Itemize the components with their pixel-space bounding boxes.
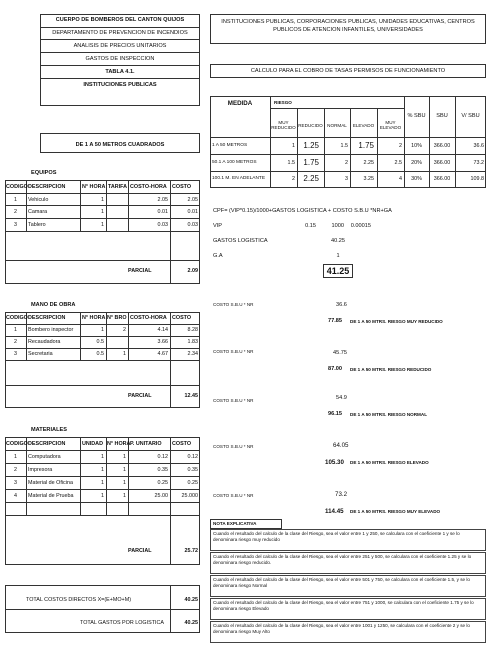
mo-h-nhora: N° HORA bbox=[82, 315, 106, 321]
ga-label: G.A bbox=[213, 253, 223, 259]
gastos-logistica-value: 40.25 bbox=[331, 238, 345, 244]
institution-type: INSTITUCIONES PUBLICAS bbox=[83, 82, 157, 88]
mo-h-codigo: CODIGO bbox=[6, 315, 28, 321]
sbu-header: SBU bbox=[436, 113, 448, 119]
mano-de-obra-title: MANO DE OBRA bbox=[31, 302, 76, 308]
equipos-h-costo: COSTO bbox=[172, 184, 192, 190]
note-2: Cuando el resultado del calculo de la clase del Riesgo, sea el valor entre 251 y 500, se calculara con el coeficiente 1.25 y se lo denominara riesgo reducido. bbox=[210, 552, 486, 574]
vsbu-header: V/ SBU bbox=[461, 113, 480, 119]
mat-h-codigo: CODIGO bbox=[6, 441, 28, 447]
equipos-title: EQUIPOS bbox=[31, 170, 57, 176]
vip-label: VIP bbox=[213, 223, 223, 229]
gastos-logistica-label: GASTOS LOGISTICA bbox=[213, 238, 268, 244]
equipos-h-codigo: CODIGO bbox=[6, 184, 28, 190]
mat-h-nhora: N° HORA bbox=[107, 441, 131, 447]
equipos-parcial-label: PARCIAL bbox=[128, 268, 152, 274]
area-title: DE 1 A 50 METROS CUADRADOS bbox=[75, 142, 165, 148]
equipos-h-descripcion: DESCRIPCION bbox=[28, 184, 66, 190]
mo-h-descripcion: DESCRIPCION bbox=[28, 315, 66, 321]
note-5: Cuando el resultado del calculo de la clase del Riesgo, sea el valor entre 1001 y 1250, se calculara con el coeficiente 2 y se lo denominara riesgo Muy Alto bbox=[210, 621, 486, 643]
equipos-h-nhora: N° HORA bbox=[82, 184, 106, 190]
riesgo-muy-reducido: MUY REDUCIDO bbox=[271, 120, 296, 130]
vip-value-3: 0.00015 bbox=[350, 223, 371, 229]
calc-title: CALCULO PARA EL COBRO DE TASAS PERMISOS DE FUNCIONAMIENTO bbox=[250, 68, 446, 74]
analysis-title: ANALISIS DE PRECIOS UNITARIOS bbox=[73, 43, 167, 49]
total-directos-label: TOTAL COSTOS DIRECTOS X=(E+MO+M) bbox=[26, 597, 131, 603]
materiales-title: MATERIALES bbox=[31, 427, 67, 433]
equipos-parcial-value: 2.09 bbox=[187, 268, 198, 274]
total-logistica-label: TOTAL GASTOS POR LOGISTICA bbox=[80, 620, 164, 626]
nota-title: NOTA EXPLICATIVA bbox=[213, 521, 257, 526]
ga-value: 1 bbox=[336, 253, 340, 259]
mat-parcial-label: PARCIAL bbox=[128, 548, 152, 554]
total-directos-value: 40.25 bbox=[184, 597, 198, 603]
formula-text: CPF= (VIP*0.15)/1000+GASTOS LOGISTICA + COSTO S.B.U *NR+GA bbox=[213, 208, 392, 214]
note-4: Cuando el resultado del calculo de la clase del Riesgo, sea el valor entre 751 y 1000, se calculara con el coeficiente 1.75 y se lo denominara riesgo Elevado bbox=[210, 598, 486, 620]
note-3: Cuando el resultado del calculo de la clase del Riesgo, sea el valor entre 501 y 750, se calculara con el coeficiente 1.5, y se lo denominara riesgo Normal bbox=[210, 575, 486, 597]
pct-sbu-header: % SBU bbox=[407, 113, 426, 119]
vip-value-1: 0.15 bbox=[305, 223, 316, 229]
result-value: 41.25 bbox=[326, 266, 350, 276]
department-title: DEPARTAMENTO DE PREVENCION DE INCENDIOS bbox=[52, 30, 188, 36]
equipos-h-costohora: COSTO-HORA bbox=[130, 184, 167, 190]
riesgo-reducido: REDUCIDO bbox=[298, 123, 323, 128]
mo-parcial-value: 12.45 bbox=[184, 393, 198, 399]
mo-h-nbro: N° BRO bbox=[107, 315, 127, 321]
mat-h-punitario: P. UNITARIO bbox=[130, 441, 162, 447]
org-title: CUERPO DE BOMBEROS DEL CANTON QUIJOS bbox=[55, 17, 185, 23]
risk-table bbox=[210, 96, 486, 188]
equipos-h-tarifa: TARIFA bbox=[108, 184, 128, 190]
riesgo-muy-elevado: MUY ELEVADO bbox=[379, 120, 402, 130]
mat-h-descripcion: DESCRIPCION bbox=[28, 441, 66, 447]
vip-value-2: 1000 bbox=[331, 223, 344, 229]
table-number: TABLA 4.1. bbox=[105, 69, 135, 75]
riesgo-elevado: ELEVADO bbox=[352, 123, 375, 128]
riesgo-header: RIESGO bbox=[274, 100, 292, 105]
mo-parcial-label: PARCIAL bbox=[128, 393, 152, 399]
mat-h-unidad: UNIDAD bbox=[82, 441, 103, 447]
riesgo-normal: NORMAL bbox=[327, 123, 347, 128]
mat-parcial-value: 25.72 bbox=[184, 548, 198, 554]
note-1: Cuando el resultado del calculo de la clase del Riesgo, sea el valor entre 1 y 250, se calculara con el coeficiente 1 y se lo denominara riesgo muy reducido bbox=[210, 529, 486, 551]
right-header-text: INSTITUCIONES PUBLICAS, CORPORACIONES PUBLICAS, UNIDADES EDUCATIVAS, CENTROS PUBLICOS DE ATENCION INFANTILES, UNIVERSIDADES bbox=[221, 19, 475, 33]
medida-header: MEDIDA bbox=[227, 100, 253, 107]
mo-h-costo: COSTO bbox=[172, 315, 192, 321]
gastos-title: GASTOS DE INSPECCION bbox=[85, 56, 155, 62]
total-logistica-value: 40.25 bbox=[184, 620, 198, 626]
mo-h-costohora: COSTO-HORA bbox=[130, 315, 167, 321]
mat-h-costo: COSTO bbox=[172, 441, 192, 447]
